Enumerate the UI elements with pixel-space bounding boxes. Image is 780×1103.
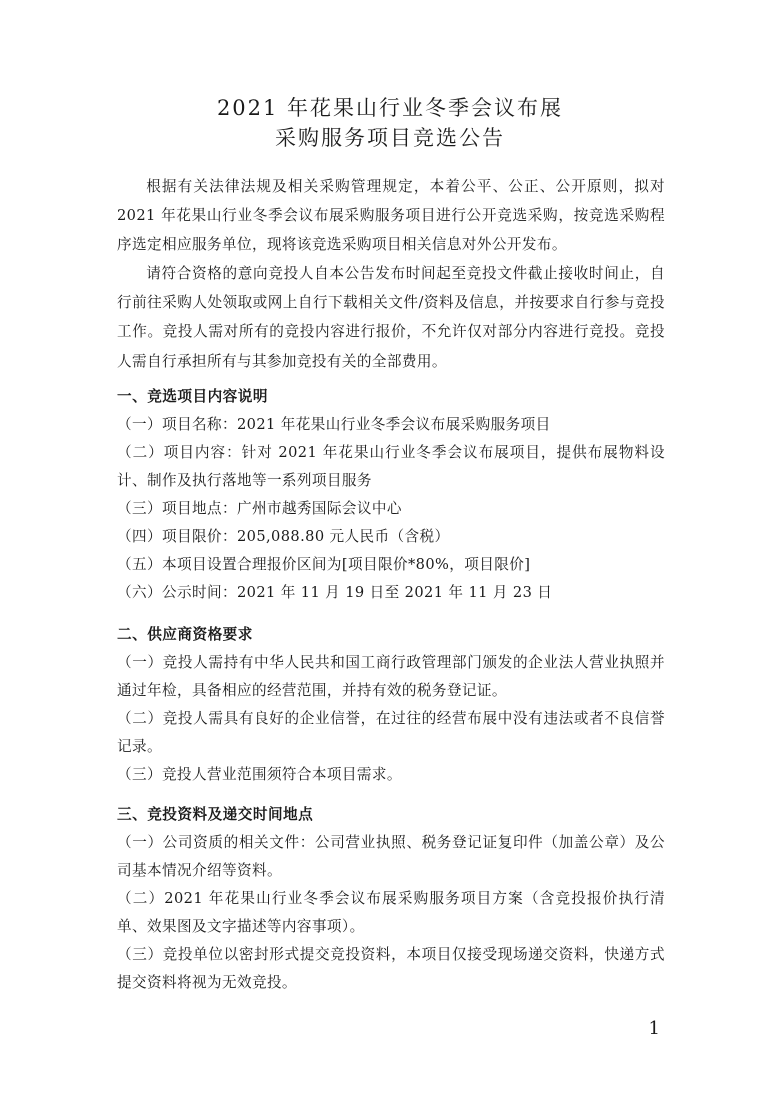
section-heading: 三、竞投资料及递交时间地点 (117, 806, 314, 823)
intro-paragraph: 请符合资格的意向竞投人自本公告发布时间起至竞投文件截止接收时间止，自行前往采购人处领取或网上自行下载相关文件/资料及信息，并按要求自行参与竞投工作。竞投人需对所有的竞投内容进行报价，不允许仅对部分内容进行竞投。竞投人需自行承担所有与其参加竞投有关的全部费用。 (117, 265, 665, 370)
section-heading: 一、竞选项目内容说明 (117, 388, 268, 405)
section-bid-materials (117, 800, 665, 997)
intro-paragraph: 根据有关法律法规及相关采购管理规定，本着公平、公正、公开原则，拟对 2021 年花果山行业冬季会议布展采购服务项目进行公开竞选采购，按竞选采购程序选定相应服务单位，现将该竞选采购项目相关信息对外公开发布。 (117, 178, 665, 254)
document-title-line-1: 2021 年花果山行业冬季会议布展 (216, 96, 564, 120)
list-item: （一）公司资质的相关文件：公司营业执照、税务登记证复印件（加盖公章）及公司基本情况介绍等资料。 (117, 834, 665, 879)
list-item: （一）项目名称：2021 年花果山行业冬季会议布展采购服务项目 (117, 416, 551, 433)
list-item: （一）竞投人需持有中华人民共和国工商行政管理部门颁发的企业法人营业执照并通过年检，具备相应的经营范围，并持有效的税务登记证。 (117, 654, 665, 699)
list-item: （三）竞投单位以密封形式提交竞投资料，本项目仅接受现场递交资料，快递方式提交资料将视为无效竞投。 (117, 946, 665, 991)
list-item: （二）竞投人需具有良好的企业信誉，在过往的经营布展中没有违法或者不良信誉记录。 (117, 710, 665, 755)
list-item: （四）项目限价：205,088.80 元人民币（含税） (117, 528, 450, 545)
section-heading: 二、供应商资格要求 (117, 626, 253, 643)
list-item: （六）公示时间：2021 年 11 月 19 日至 2021 年 11 月 23 日 (117, 584, 553, 601)
list-item: （三）项目地点：广州市越秀国际会议中心 (117, 500, 402, 517)
list-item: （三）竞投人营业范围须符合本项目需求。 (117, 766, 402, 783)
page-number: 1 (648, 1018, 660, 1039)
document-title-line-2: 采购服务项目竞选公告 (275, 126, 505, 150)
list-item: （二）项目内容：针对 2021 年花果山行业冬季会议布展项目，提供布展物料设计、制作及执行落地等一系列项目服务 (117, 444, 665, 489)
list-item: （五）本项目设置合理报价区间为[项目限价*80%，项目限价] (117, 556, 531, 573)
section-project-content (117, 382, 665, 607)
list-item: （二）2021 年花果山行业冬季会议布展采购服务项目方案（含竞投报价执行清单、效果图及文字描述等内容事项）。 (117, 890, 665, 935)
section-supplier-qualifications (117, 620, 665, 789)
